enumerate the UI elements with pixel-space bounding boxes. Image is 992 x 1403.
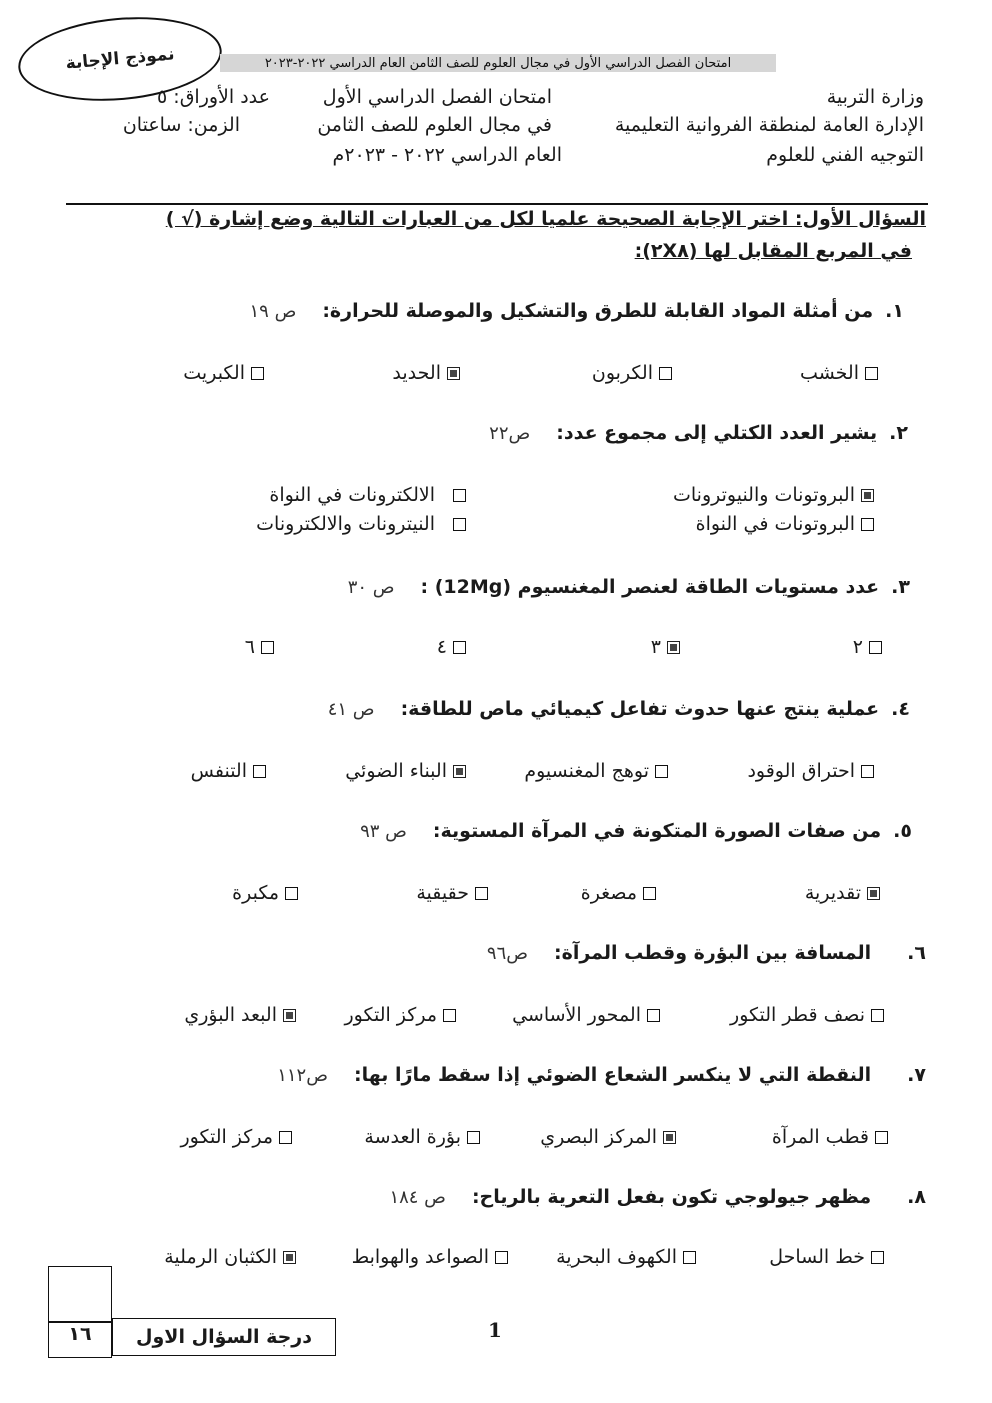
page-reference: ص ١٩ <box>249 301 297 322</box>
supervision-name: التوجيه الفني للعلوم <box>766 144 924 166</box>
checkbox-icon[interactable] <box>683 1251 696 1264</box>
q6-option-3[interactable]: مركز التكور <box>344 1004 456 1026</box>
q8-option-1[interactable]: خط الساحل <box>769 1246 884 1268</box>
q8-option-3[interactable]: الصواعد والهوابط <box>352 1246 508 1268</box>
checked-box-icon[interactable] <box>667 641 680 654</box>
q1-option-2[interactable]: الكربون <box>592 362 672 384</box>
exam-banner-text: امتحان الفصل الدراسي الأول في مجال العلوم للصف الثامن العام الدراسي ٢٠٢٢-٢٠٢٣ <box>264 55 732 71</box>
q7-option-1[interactable]: قطب المرآة <box>772 1126 888 1148</box>
checkbox-icon[interactable] <box>453 641 466 654</box>
checked-box-icon[interactable] <box>283 1009 296 1022</box>
q5-option-1[interactable]: تقديرية <box>805 882 880 904</box>
checkbox-icon[interactable] <box>875 1131 888 1144</box>
checkbox-icon[interactable] <box>475 887 488 900</box>
checked-box-icon[interactable] <box>283 1251 296 1264</box>
question-1 <box>250 300 905 322</box>
q2-option-2[interactable]: الالكترونات في النواة <box>269 484 466 506</box>
q6-option-1[interactable]: نصف قطر التكور <box>730 1004 884 1026</box>
q5-option-3[interactable]: حقيقية <box>416 882 488 904</box>
checkbox-icon[interactable] <box>261 641 274 654</box>
question-number: ١. <box>885 300 904 322</box>
question-8: ٨. مظهر جيولوجي تكون بفعل التعرية بالرياح: ص ١٨٤ <box>389 1186 926 1208</box>
question-5: ٥. من صفات الصورة المتكونة في المرآة المستوية: ص ٩٣ <box>360 820 912 842</box>
exam-title: امتحان الفصل الدراسي الأول <box>322 86 552 108</box>
q1-option-1[interactable]: الخشب <box>800 362 878 384</box>
checked-box-icon[interactable] <box>453 765 466 778</box>
section-instruction: السؤال الأول: اختر الإجابة الصحيحة علميا لكل من العبارات التالية وضع إشارة (√ ) <box>165 208 926 230</box>
checkbox-icon[interactable] <box>869 641 882 654</box>
exam-subject: في مجال العلوم للصف الثامن <box>317 114 552 136</box>
q7-option-2[interactable]: المركز البصري <box>540 1126 676 1148</box>
checkbox-icon[interactable] <box>443 1009 456 1022</box>
checkbox-icon[interactable] <box>861 765 874 778</box>
q6-option-2[interactable]: المحور الأساسي <box>512 1004 660 1026</box>
q4-option-2[interactable]: توهج المغنسيوم <box>524 760 668 782</box>
q5-option-2[interactable]: مصغرة <box>581 882 656 904</box>
q7-option-4[interactable]: مركز التكور <box>180 1126 292 1148</box>
stamp-text: نموذج الإجابة <box>64 44 176 74</box>
header-divider <box>66 203 928 205</box>
question-stem: من أمثلة المواد القابلة للطرق والتشكيل والموصلة للحرارة: <box>322 300 874 322</box>
question-7: ٧. النقطة التي لا ينكسر الشعاع الضوئي إذا سقط مارًا بها: ص١١٢ <box>277 1064 926 1086</box>
q1-option-3[interactable]: الحديد <box>392 362 460 384</box>
checked-box-icon[interactable] <box>663 1131 676 1144</box>
checkbox-icon[interactable] <box>865 367 878 380</box>
q3-option-3[interactable]: ٤ <box>437 636 466 658</box>
page-number: 1 <box>488 1318 502 1342</box>
checkbox-icon[interactable] <box>453 518 466 531</box>
q4-option-3[interactable]: البناء الضوئي <box>345 760 466 782</box>
checkbox-icon[interactable] <box>659 367 672 380</box>
checkbox-icon[interactable] <box>251 367 264 380</box>
q8-option-4[interactable]: الكثبان الرملية <box>164 1246 296 1268</box>
question-6: ٦. المسافة بين البؤرة وقطب المرآة: ص٩٦ <box>486 942 926 964</box>
q4-option-1[interactable]: احتراق الوقود <box>747 760 874 782</box>
academic-year: العام الدراسي ٢٠٢٢ - ٢٠٢٣م <box>332 144 562 166</box>
score-box <box>48 1266 112 1358</box>
checkbox-icon[interactable] <box>253 765 266 778</box>
checkbox-icon[interactable] <box>285 887 298 900</box>
question-3: ٣. عدد مستويات الطاقة لعنصر المغنسيوم (12Mg) : ص ٣٠ <box>347 576 910 598</box>
section-instruction-cont: في المربع المقابل لها (٢X٨): <box>634 240 912 262</box>
checkbox-icon[interactable] <box>453 489 466 502</box>
q2-option-3[interactable]: البروتونات في النواة <box>696 513 874 535</box>
ministry-name: وزارة التربية <box>826 86 924 108</box>
q2-option-4[interactable]: النيترونات والالكترونات <box>256 513 466 535</box>
q3-option-1[interactable]: ٢ <box>853 636 882 658</box>
checkbox-icon[interactable] <box>871 1251 884 1264</box>
checkbox-icon[interactable] <box>647 1009 660 1022</box>
checked-box-icon[interactable] <box>861 489 874 502</box>
question-2: ٢. يشير العدد الكتلي إلى مجموع عدد: ص٢٢ <box>489 422 908 444</box>
checkbox-icon[interactable] <box>495 1251 508 1264</box>
q5-option-4[interactable]: مكبرة <box>232 882 298 904</box>
q6-option-4[interactable]: البعد البؤري <box>184 1004 296 1026</box>
exam-banner <box>220 54 776 72</box>
q2-option-1[interactable]: البروتونات والنيوترونات <box>673 484 874 506</box>
q4-option-4[interactable]: التنفس <box>191 760 266 782</box>
score-value: ١٦ <box>68 1323 92 1345</box>
q7-option-3[interactable]: بؤرة العدسة <box>364 1126 480 1148</box>
checked-box-icon[interactable] <box>447 367 460 380</box>
q1-option-4[interactable]: الكبريت <box>183 362 264 384</box>
checkbox-icon[interactable] <box>643 887 656 900</box>
q8-option-2[interactable]: الكهوف البحرية <box>556 1246 696 1268</box>
exam-duration: الزمن: ساعتان <box>122 114 240 136</box>
q3-option-2[interactable]: ٣ <box>651 636 680 658</box>
checkbox-icon[interactable] <box>861 518 874 531</box>
q3-option-4[interactable]: ٦ <box>245 636 274 658</box>
checkbox-icon[interactable] <box>871 1009 884 1022</box>
checkbox-icon[interactable] <box>279 1131 292 1144</box>
checkbox-icon[interactable] <box>467 1131 480 1144</box>
score-label: درجة السؤال الاول <box>112 1318 336 1356</box>
pages-count: عدد الأوراق: ٥ <box>157 86 270 108</box>
directorate-name: الإدارة العامة لمنطقة الفروانية التعليمية <box>614 114 924 136</box>
checkbox-icon[interactable] <box>655 765 668 778</box>
question-4: ٤. عملية ينتج عنها حدوث تفاعل كيميائي ماص للطاقة: ص ٤١ <box>327 698 910 720</box>
checked-box-icon[interactable] <box>867 887 880 900</box>
